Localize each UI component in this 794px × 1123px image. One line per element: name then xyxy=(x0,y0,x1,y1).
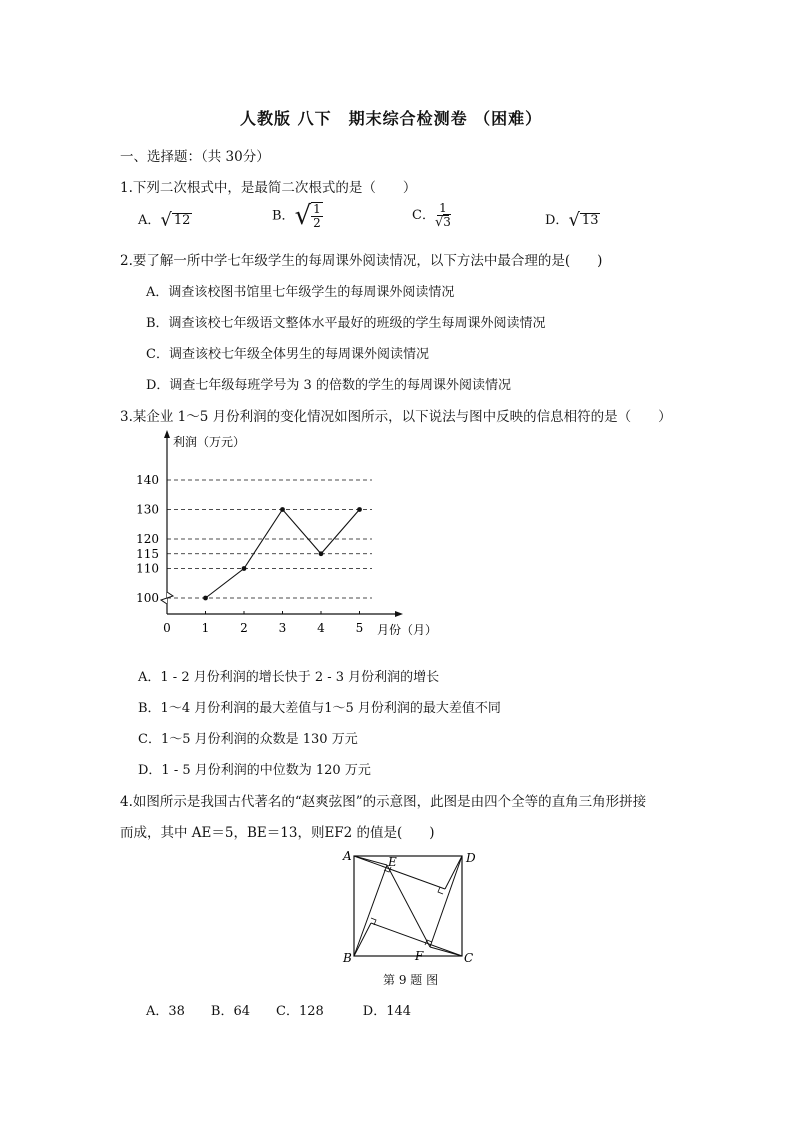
q1-stem: 1.下列二次根式中，是最简二次根式的是（ ） xyxy=(120,180,417,196)
label-e: E xyxy=(388,855,397,869)
q3-option-a: A．1 - 2 月份利润的增长快于 2 - 3 月份利润的增长 xyxy=(138,670,440,685)
q1-d-label: D． xyxy=(545,213,569,228)
q2-option-b: B．调查该校七年级语文整体水平最好的班级的学生每周课外阅读情况 xyxy=(146,316,546,331)
x-tick-label: 3 xyxy=(278,621,287,635)
y-tick-label: 110 xyxy=(136,561,159,576)
y-tick-label: 100 xyxy=(136,591,159,605)
q1-b-label: B． xyxy=(272,208,295,224)
sqrt-icon: √ xyxy=(568,209,580,231)
q3-option-c: C．1～5 月份利润的众数是 130 万元 xyxy=(138,732,358,747)
x-tick-label: 1 xyxy=(201,621,210,635)
y-tick-label: 115 xyxy=(136,546,159,561)
q2-option-a: A．调查该校图书馆里七年级学生的每周课外阅读情况 xyxy=(146,285,455,300)
y-tick-label: 140 xyxy=(136,473,159,487)
q1-d-radicand: 13 xyxy=(581,213,599,228)
label-c: C xyxy=(464,951,474,965)
data-point xyxy=(280,507,285,512)
q1-c-denominator: 3 xyxy=(443,215,451,229)
label-a: A xyxy=(343,849,352,863)
q1-a-label: A． xyxy=(138,213,161,228)
label-f: F xyxy=(415,949,424,963)
zhao-shuang-diagram xyxy=(338,846,488,971)
section-heading: 一、选择题：（共 30分） xyxy=(120,149,270,165)
data-point xyxy=(357,507,362,512)
q4-stem-line2: 而成，其中 AE＝5，BE＝13，则EF2 的值是( ) xyxy=(120,825,435,841)
profit-line-chart xyxy=(125,428,445,658)
q1-option-d xyxy=(545,209,600,229)
page-title: 人教版 八下 期末综合检测卷 （困难） xyxy=(240,109,543,128)
x-axis-label: 月份（月） xyxy=(377,623,438,637)
segment-d-foot xyxy=(430,856,462,947)
figure-caption: 第 9 题 图 xyxy=(383,973,439,987)
q2-option-c: C．调查该校七年级全体男生的每周课外阅读情况 xyxy=(146,347,429,362)
q3-option-b: B．1～4 月份利润的最大差值与1～5 月份利润的最大差值不同 xyxy=(138,701,501,716)
q1-option-a xyxy=(138,209,192,229)
x-tick-label: 0 xyxy=(163,621,171,635)
q2-stem: 2.要了解一所中学七年级学生的每周课外阅读情况，以下方法中最合理的是( ) xyxy=(120,253,603,269)
q1-b-numerator: 1 xyxy=(313,202,321,216)
q4-options: A．38 B．64 C．128 D．144 xyxy=(146,1004,412,1019)
x-tick-label: 4 xyxy=(317,621,325,635)
label-d: D xyxy=(466,851,476,865)
y-axis-label: 利润（万元） xyxy=(173,435,246,449)
q2-option-d: D．调查七年级每班学号为 3 的倍数的学生的每周课外阅读情况 xyxy=(146,378,511,393)
sqrt-icon: √ xyxy=(160,209,172,231)
segment-b-e xyxy=(354,865,387,956)
label-b: B xyxy=(343,951,352,965)
q3-stem: 3.某企业 1～5 月份利润的变化情况如图所示，以下说法与图中反映的信息相符的是（ ） xyxy=(120,409,672,425)
q1-c-label: C． xyxy=(412,208,435,223)
q1-a-radicand: 12 xyxy=(173,213,191,228)
y-tick-label: 130 xyxy=(136,502,159,517)
q1-option-b xyxy=(272,202,323,230)
q1-b-denominator: 2 xyxy=(313,216,321,230)
data-point xyxy=(203,596,208,601)
y-tick-label: 120 xyxy=(136,532,159,546)
sqrt-icon: √ xyxy=(434,215,444,230)
q1-c-numerator: 1 xyxy=(439,201,447,215)
segment-e-f xyxy=(387,865,430,947)
segment-a-foot xyxy=(354,856,445,889)
q4-stem-line1: 4.如图所示是我国古代著名的“赵爽弦图”的示意图，此图是由四个全等的直角三角形拼接 xyxy=(120,794,647,810)
x-tick-label: 5 xyxy=(355,621,364,635)
q1-option-c xyxy=(412,202,451,229)
data-point xyxy=(242,566,247,571)
sqrt-icon: √ xyxy=(294,201,312,231)
y-axis-arrow-icon xyxy=(164,430,170,438)
q3-option-d: D．1 - 5 月份利润的中位数为 120 万元 xyxy=(138,763,371,778)
data-point xyxy=(319,551,324,556)
x-tick-label: 2 xyxy=(240,621,248,635)
x-axis-arrow-icon xyxy=(395,611,403,617)
